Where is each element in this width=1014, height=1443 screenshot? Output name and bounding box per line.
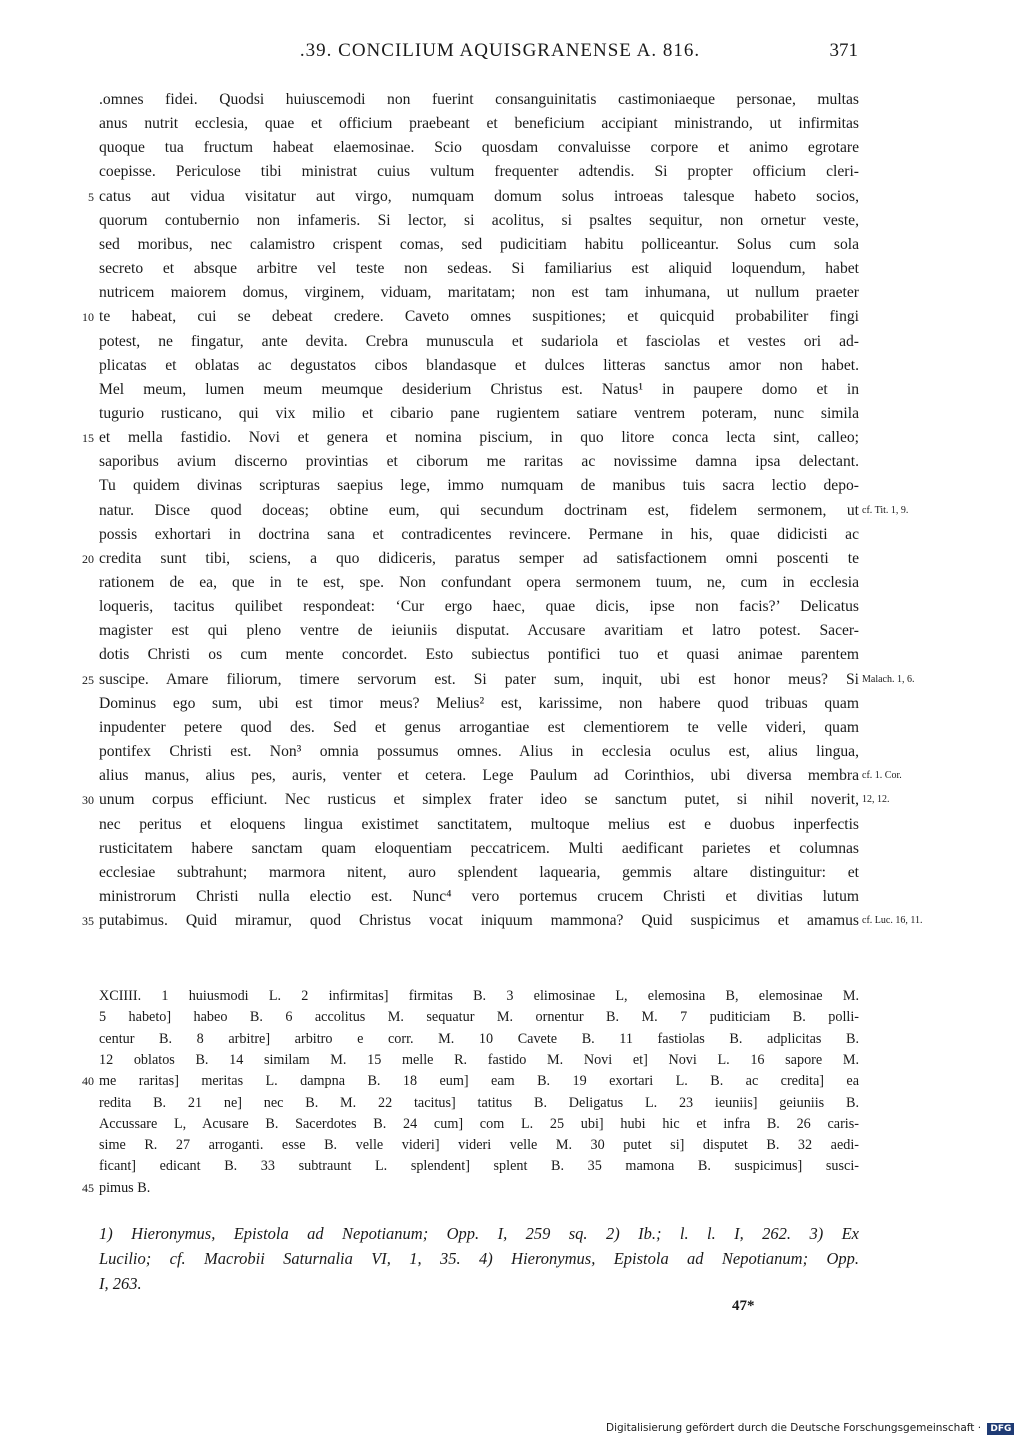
text-line: putabimus. Quid miramur, quod Christus vocat iniquum mammona? Quid suspicimus et amamus: [99, 912, 859, 930]
margin-reference: cf. Luc. 16, 11.: [862, 915, 923, 927]
running-head: .39. CONCILIUM AQUISGRANENSE A. 816.: [299, 40, 701, 61]
text-line: secreto et absque arbitre vel teste non sedeas. Si familiarius est aliquid loquendum, habet: [99, 260, 859, 278]
text-line: magister est qui pleno ventre de ieiuniis disputat. Accusare avaritiam et latro potest. Sacer-: [99, 622, 859, 640]
margin-reference: cf. Tit. 1, 9.: [862, 504, 909, 516]
text-line: possis exhortari in doctrina sana et contradicentes revincere. Permane in his, quae didicisti ac: [99, 525, 859, 543]
text-line: coepisse. Periculose tibi ministrat cuius vultum frequenter adtendis. Si propter officium cleri-: [99, 163, 859, 181]
line-number: 25: [82, 672, 94, 687]
text-line: credita sunt tibi, sciens, a quo didiceris, paratus semper ad satisfactionem omni poscenti te: [99, 549, 859, 567]
line-number: 15: [82, 431, 94, 446]
text-line: .omnes fidei. Quodsi huiuscemodi non fuerint consanguinitatis castimoniaeque personae, multas: [99, 91, 859, 108]
line-number: 40: [82, 1074, 94, 1089]
text-line: sed moribus, nec calamistro crispent comas, sed pudicitiam habitu polliceantur. Solus cum sola: [99, 235, 859, 253]
line-number: 5: [88, 189, 94, 204]
text-line: ecclesiae subtrahunt; marmora nitent, auro splendent laquearia, gemmis altare distinguitur: et: [99, 863, 859, 881]
text-line: ministrorum Christi nulla electio est. Nunc⁴ vero portemus crucem Christi et divitias lutum: [99, 887, 859, 905]
apparatus-line: redita B. 21 ne] nec B. M. 22 tacitus] tatitus B. Deligatus L. 23 ieuniis] geiuniis B.: [99, 1094, 859, 1111]
text-line: nec peritus et eloquens lingua existimet sanctitatem, multoque melius est e duobus inperfectis: [99, 815, 859, 833]
text-line: Dominus ego sum, ubi est timor meus? Melius² est, karissime, non habere quod tribuas quam: [99, 694, 859, 712]
funding-text: Digitalisierung gefördert durch die Deutsche Forschungsgemeinschaft ·: [606, 1422, 982, 1434]
text-line: natur. Disce quod doceas; obtine eum, qui secundum doctrinam est, fidelem sermonem, ut: [99, 501, 859, 519]
text-line: et mella fastidio. Novi et genera et nomina piscium, in quo litore conca lecta sint, calleo;: [99, 429, 859, 447]
line-number: 20: [82, 551, 94, 566]
text-line: dotis Christi os cum mente concordet. Esto subiectus pontifici tuo et quasi animae parentem: [99, 646, 859, 664]
text-line: inpudenter petere quod des. Sed et genus arrogantiae est clementiorem te velle videri, quam: [99, 718, 859, 736]
text-line: saporibus avium discerno provintias et ciborum me raritas ac novissime damna ipsa delectant.: [99, 453, 859, 471]
text-line: potest, ne fingatur, ante devita. Crebra munuscula et sudariola et fasciolas et vestes ori ad-: [99, 332, 859, 350]
text-line: Mel meum, lumen meum meumque desiderium Christus est. Natus¹ in paupere domo et in: [99, 380, 859, 398]
line-number: 30: [82, 793, 94, 808]
margin-reference: Malach. 1, 6.: [862, 673, 915, 685]
signature-mark: 47*: [732, 1298, 755, 1314]
text-line: anus nutrit ecclesia, quae et officium praebeant et beneficium accipiant ministrando, ut infirmitas: [99, 115, 859, 133]
apparatus-line: me raritas] meritas L. dampna B. 18 eum] eam B. 19 exortari L. B. ac credita] ea: [99, 1073, 859, 1090]
apparatus-line: XCIIII. 1 huiusmodi L. 2 infirmitas] firmitas B. 3 elimosinae L, elemosina B, elemosinae M.: [99, 988, 859, 1004]
text-line: quoque tua fructum habeat elaemosinae. Scio quosdam convaluisse corpore et animo egrotare: [99, 139, 859, 157]
footnote-line: Lucilio; cf. Macrobii Saturnalia VI, 1, 35. 4) Hieronymus, Epistola ad Nepotianum; Opp.: [99, 1249, 859, 1268]
text-line: rusticitatem habere sanctam quam eloquentiam peccatricem. Multi aedificant parietes et columnas: [99, 839, 859, 857]
margin-reference: 12, 12.: [862, 794, 890, 806]
footnote-line: I, 263.: [99, 1274, 142, 1293]
text-line: Tu quidem divinas scripturas saepius lege, immo numquam de manibus tuis sacra lectio depo-: [99, 477, 859, 495]
apparatus-line: 12 oblatos B. 14 similam M. 15 melle R. fastido M. Novi et] Novi L. 16 sapore M.: [99, 1051, 859, 1068]
page-number: 371: [829, 40, 858, 61]
apparatus-line: ficant] edicant B. 33 subtraunt L. splendent] splent B. 35 mamona B. suspicimus] susci-: [99, 1158, 859, 1175]
text-line: alius manus, alius pes, auris, venter et cetera. Lege Paulum ad Corinthios, ubi diversa membra: [99, 767, 859, 785]
text-line: rationem de ea, que in te est, spe. Non confundant opera sermonem tuum, ne, cum in ecclesia: [99, 574, 859, 591]
text-line: tugurio rusticano, qui vix milio et cibario pane rugientem satiare ventrem poteram, nunc simila: [99, 404, 859, 422]
apparatus-line: Accussare L, Acusare B. Sacerdotes B. 24 cum] com L. 25 ubi] hubi hic et infra B. 26 caris-: [99, 1115, 859, 1132]
dfg-logo: DFG: [987, 1423, 1014, 1435]
line-number: 10: [82, 310, 94, 325]
margin-reference: cf. 1. Cor.: [862, 770, 902, 782]
text-line: te habeat, cui se debeat credere. Caveto omnes suspitiones; et quicquid probabiliter fingi: [99, 308, 859, 326]
apparatus-line: sime R. 27 arroganti. esse B. velle videri] videri velle M. 30 putet si] disputet B. 32 aedi-: [99, 1137, 859, 1154]
line-number: 45: [82, 1180, 94, 1195]
footnote-line: 1) Hieronymus, Epistola ad Nepotianum; Opp. I, 259 sq. 2) Ib.; l. l. I, 262. 3) Ex: [99, 1224, 859, 1243]
text-line: loqueris, tacitus quilibet respondeat: ‘Cur ergo haec, quae dicis, ipse non facis?’ Delicatus: [99, 598, 859, 616]
text-line: pontifex Christi est. Non³ omnia possumus omnes. Alius in ecclesia oculus est, alius lingua,: [99, 743, 859, 761]
apparatus-line: 5 habeto] habeo B. 6 accolitus M. sequatur M. ornentur B. M. 7 puditiciam B. polli-: [99, 1009, 859, 1026]
text-line: suscipe. Amare filiorum, timere servorum est. Si pater sum, inquit, ubi est honor meus? Si: [99, 670, 859, 688]
line-number: 35: [82, 914, 94, 929]
funding-note: [606, 1422, 1014, 1435]
text-line: nutricem maiorem domus, virginem, viduam, maritatam; non est tam inhumana, ut nullum praeter: [99, 284, 859, 302]
text-line: unum corpus efficiunt. Nec rusticus et simplex frater ideo se sanctum putet, si nihil noverit,: [99, 791, 859, 809]
text-line: quorum contubernio non infameris. Si lector, si acolitus, si psaltes sequitur, non ornetur veste,: [99, 211, 859, 229]
apparatus-line: pimus B.: [99, 1179, 151, 1196]
text-line: plicatas et oblatas ac degustatos cibos blandasque et dulces litteras sanctus amor non habet.: [99, 356, 859, 374]
apparatus-line: centur B. 8 arbitre] arbitro e corr. M. 10 Cavete B. 11 fastiolas B. adplicitas B.: [99, 1030, 859, 1047]
text-line: catus aut vidua visitatur aut virgo, numquam domum solus introeas talesque habeto socios,: [99, 187, 859, 205]
